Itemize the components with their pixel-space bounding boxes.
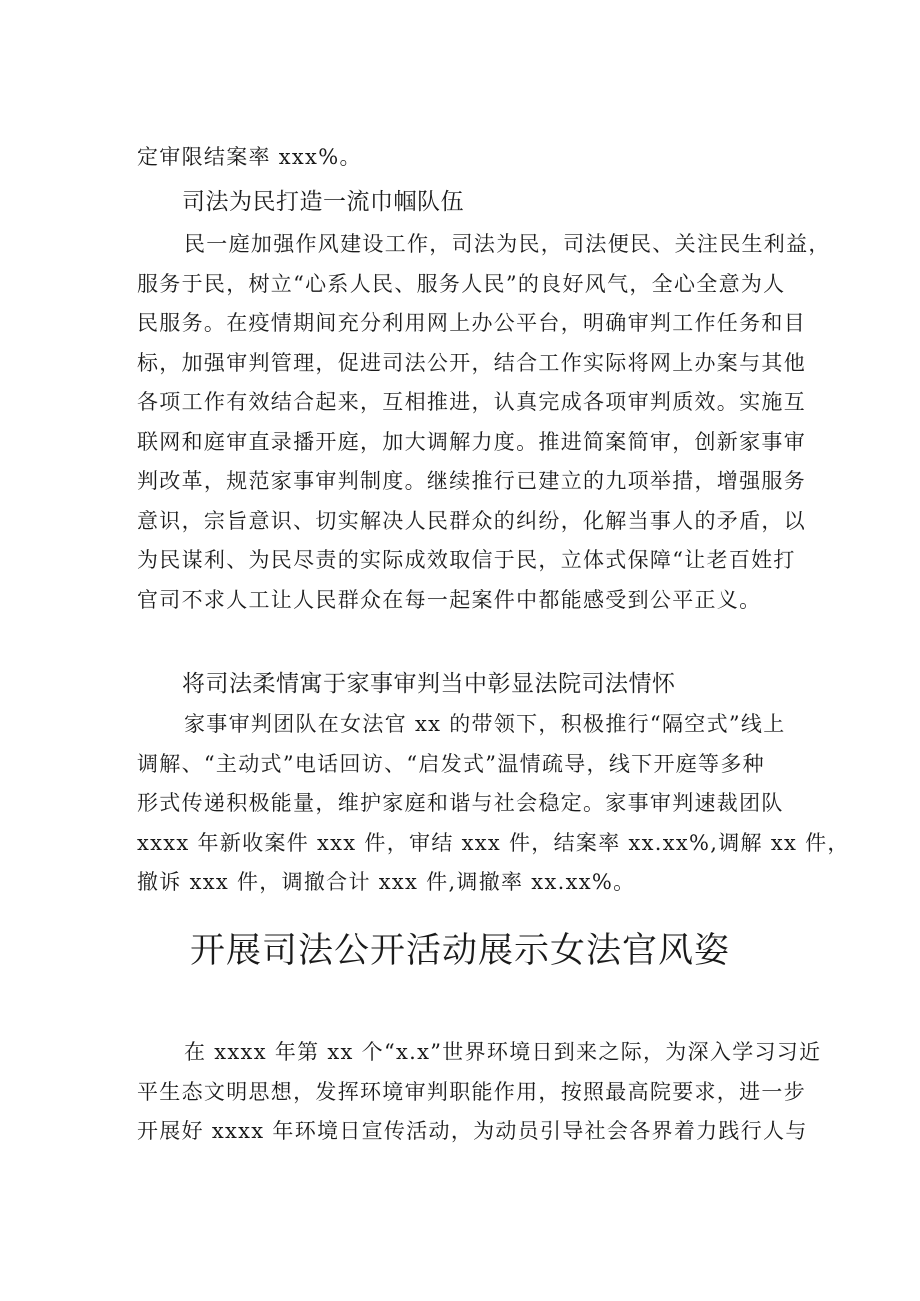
text-line: 服务于民，树立“心系人民、服务人民”的良好风气，全心全意为人 [137, 271, 786, 296]
text-line: xxxx 年新收案件 xxx 件，审结 xxx 件，结案率 xx.xx%,调解 xx 件， [137, 830, 850, 855]
section-heading-2: 将司法柔情寓于家事审判当中彰显法院司法情怀 [182, 671, 676, 697]
text-line: 民服务。在疫情期间充分利用网上办公平台，明确审判工作任务和目 [137, 311, 806, 335]
paragraph-section-1 [137, 225, 831, 620]
text-line: 开展好 xxxx 年环境日宣传活动，为动员引导社会各界着力践行人与 [137, 1119, 808, 1143]
paragraph-fragment [137, 138, 787, 178]
text-line: 联网和庭审直录播开庭，加大调解力度。推进简案简审，创新家事审 [137, 429, 806, 454]
text-line: 各项工作有效结合起来，互相推进，认真完成各项审判质效。实施互 [137, 390, 806, 414]
text-line: 调解、“主动式”电话回访、“启发式”温情疏导，线下开庭等多种 [137, 751, 765, 776]
text-line: 撤诉 xxx 件，调撤合计 xxx 件,调撤率 xx.xx%。 [137, 870, 636, 894]
text-line: 家事审判团队在女法官 xx 的带领下，积极推行“隔空式”线上 [184, 712, 786, 736]
section-heading-1: 司法为民打造一流巾帼队伍 [182, 189, 464, 215]
paragraph-section-3 [137, 1033, 822, 1152]
text-line: 定审限结案率 xxx%。 [137, 145, 362, 169]
text-line: 标，加强审判管理，促进司法公开，结合工作实际将网上办案与其他 [137, 350, 806, 375]
text-line: 平生态文明思想，发挥环境审判职能作用，按照最高院要求，进一步 [137, 1079, 806, 1104]
text-line: 民一庭加强作风建设工作，司法为民，司法便民、关注民生利益， [184, 232, 831, 256]
text-line: 判改革，规范家事审判制度。继续推行已建立的九项举措，增强服务 [137, 469, 806, 493]
page-title: 开展司法公开活动展示女法官风姿 [189, 931, 730, 971]
text-line: 官司不求人工让人民群众在每一起案件中都能感受到公平正义。 [137, 587, 762, 612]
paragraph-section-2 [137, 705, 850, 903]
text-line: 意识，宗旨意识、切实解决人民群众的纠纷，化解当事人的矛盾，以 [137, 508, 806, 533]
text-line: 在 xxxx 年第 xx 个“x.x”世界环境日到来之际，为深入学习习近 [184, 1040, 822, 1064]
text-line: 形式传递积极能量，维护家庭和谐与社会稳定。家事审判速裁团队 [137, 791, 784, 815]
text-line: 为民谋利、为民尽责的实际成效取信于民，立体式保障“让老百姓打 [137, 548, 796, 572]
